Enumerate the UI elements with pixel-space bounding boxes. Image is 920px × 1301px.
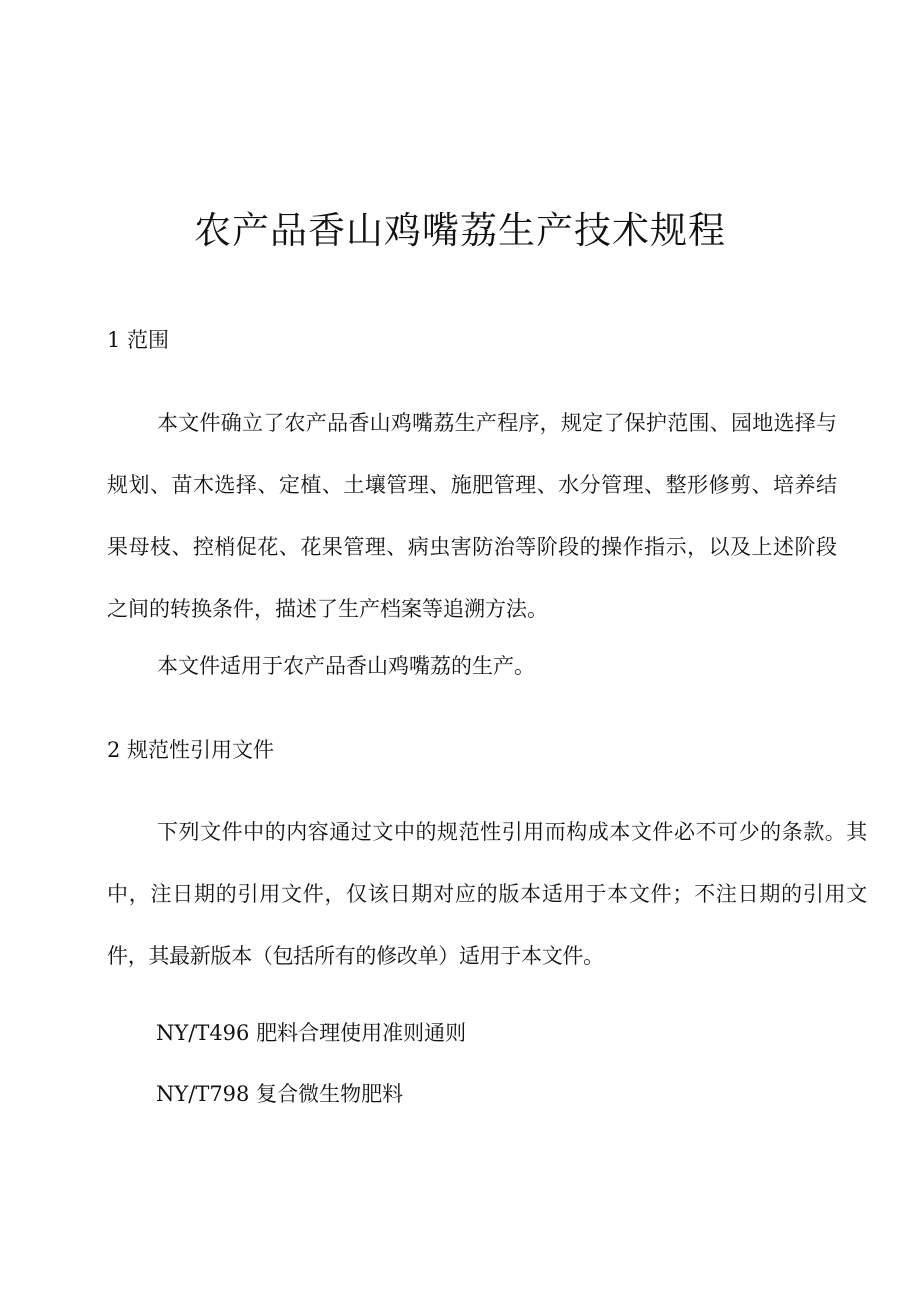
document-title: 农产品香山鸡嘴荔生产技术规程	[194, 209, 726, 252]
section-heading-scope: 1 范围	[107, 328, 170, 352]
references-paragraph: 下列文件中的内容通过文中的规范性引用而构成本文件必不可少的条款。其中，注日期的引用文件，仅该日期对应的版本适用于本文件；不注日期的引用文件，其最新版本（包括所有的修改单）适用于本文件。	[107, 820, 867, 968]
scope-paragraph-1: 本文件确立了农产品香山鸡嘴荔生产程序，规定了保护范围、园地选择与规划、苗木选择、定植、土壤管理、施肥管理、水分管理、整形修剪、培养结果母枝、控梢促花、花果管理、病虫害防治等阶段的操作指示，以及上述阶段之间的转换条件，描述了生产档案等追溯方法。	[107, 411, 837, 621]
scope-paragraph-2: 本文件适用于农产品香山鸡嘴荔的生产。	[157, 654, 535, 678]
reference-item: NY/T798 复合微生物肥料	[156, 1082, 404, 1106]
reference-item: NY/T496 肥料合理使用准则通则	[156, 1021, 467, 1045]
section-heading-normative-references: 2 规范性引用文件	[107, 738, 275, 762]
